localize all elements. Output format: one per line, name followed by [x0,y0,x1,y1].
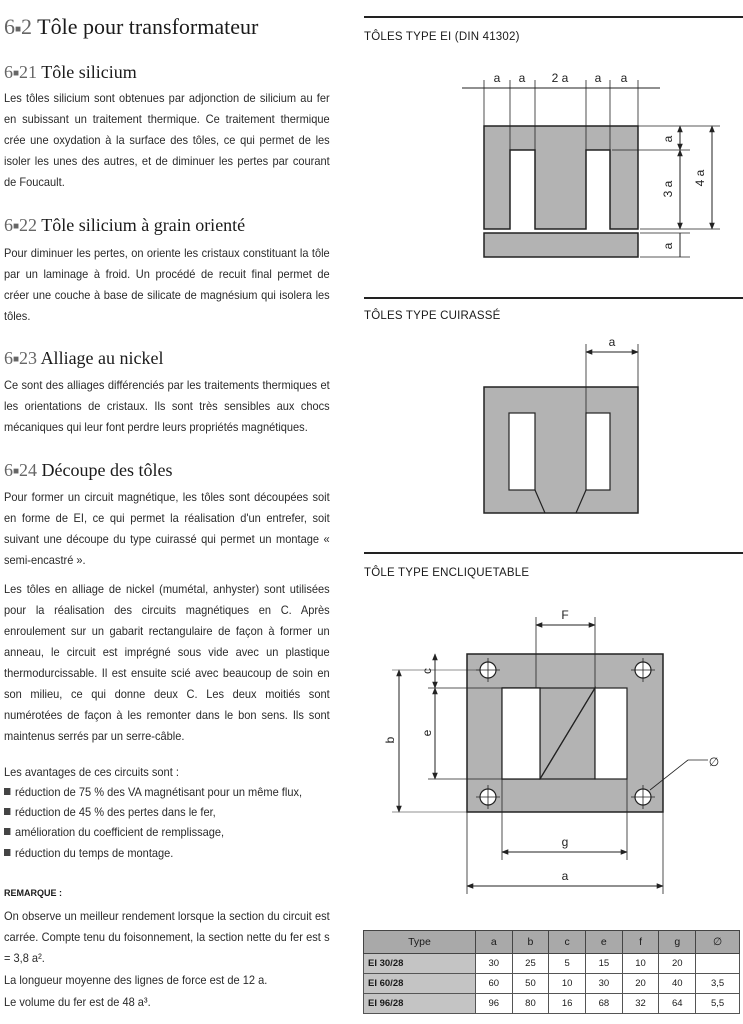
dim-label: b [383,736,397,744]
table-cell: 20 [659,954,696,974]
advantages-intro: Les avantages de ces circuits sont : [4,765,179,779]
table-header: Type [364,931,476,954]
dim-label: a [518,71,526,85]
table-cell: 10 [622,954,659,974]
table-header: e [586,931,623,954]
table-cell: 25 [512,954,549,974]
table-header: g [659,931,696,954]
remark-line-2: La longueur moyenne des lignes de force est de 12 a. [4,973,268,987]
table-cell: 3,5 [696,974,740,994]
table-row [364,994,740,1014]
list-item: amélioration du coefficient de remplissage, [4,822,224,842]
table-cell: EI 60/28 [364,974,476,994]
section-heading-6-24: 6■24 Découpe des tôles [4,460,173,480]
dim-label: e [420,729,434,737]
table-cell: 30 [586,974,623,994]
dim-label: a [661,242,675,250]
section-heading-6-23: 6■23 Alliage au nickel [4,348,164,368]
table-cell: 16 [549,994,586,1014]
table-cell: 40 [659,974,696,994]
table-cell: 5,5 [696,994,740,1014]
section-text-6-23: Ce sont des alliages différenciés par les traitements thermiques et les orientations de cristaux. Ils sont très sensibles aux chocs mécaniques qui leur font perdre leurs propriétés magnétiques. [4,378,330,434]
dim-label: g [561,835,569,849]
remark-label: REMARQUE : [4,888,62,898]
section-text-6-24-b: Les tôles en alliage de nickel (mumétal, anhyster) sont utilisées pour la réalisation des circuits magnétiques en C. Après enroulement sur un gabarit rectangulaire de façon à former un anneau, le circuit est imprégné sous vide avec un plastique thermodurcissable. Il est ensuite scié avec beaucoup de soin en son milieu, ce qui donne deux C. Les deux moitiés sont numérotées de façon à les remonter dans le bon sens. Ils sont maintenus serrés par un serre-câble. [4,582,330,743]
table-cell: 20 [622,974,659,994]
list-item: réduction du temps de montage. [4,843,173,863]
table-cell: 80 [512,994,549,1014]
remark-text: On observe un meilleur rendement lorsque la section du circuit est carrée. Compte tenu du foisonnement, la section nette du fer est s = 3,8 a². [4,909,330,965]
table-row [364,954,740,974]
dim-label: a [493,71,501,85]
section-text-6-22: Pour diminuer les pertes, on oriente les cristaux constituant la tôle par un laminage à froid. Un procédé de recuit final permet de créer une couche à base de silicate de magnésium qui isolera les tôles. [4,246,330,323]
table-cell: 64 [659,994,696,1014]
table-cell: 50 [512,974,549,994]
table-cell: 32 [622,994,659,1014]
dim-label: a [594,71,602,85]
list-item: réduction de 75 % des VA magnétisant pour un même flux, [4,782,302,802]
main-title: 6■2 Tôle pour transformateur [4,14,259,39]
e-plate [484,126,638,229]
table-cell: EI 96/28 [364,994,476,1014]
table-cell: 10 [549,974,586,994]
section-text-6-21: Les tôles silicium sont obtenues par adjonction de silicium au fer en subissant un traitement thermique. Ce traitement thermique crée une oxydation à la surface des tôles, ce qui permet de les isoler les unes des autres, et de diminuer les pertes par courant de Foucault. [4,91,330,189]
dim-label: a [608,335,616,349]
ei-lamination-figure [462,71,720,257]
table-cell: 60 [475,974,512,994]
table-header: a [475,931,512,954]
main-title-text: Tôle pour transformateur [37,14,259,39]
encliquetable-lamination-figure [383,608,719,894]
table-cell: 15 [586,954,623,974]
section-heading-6-22: 6■22 Tôle silicium à grain orienté [4,215,246,235]
table-header: b [512,931,549,954]
dim-label: 2 a [551,71,569,85]
table-cell: EI 30/28 [364,954,476,974]
table-cell: 30 [475,954,512,974]
dim-label: c [420,668,434,674]
cuirasse-lamination-figure [484,335,638,513]
dim-label: F [561,608,569,622]
dim-label: 3 a [661,180,675,198]
table-row [364,974,740,994]
dimensions-table [363,930,740,1014]
table-header: f [622,931,659,954]
list-item: réduction de 45 % des pertes dans le fer, [4,802,216,822]
dim-label: ∅ [708,755,720,769]
figure-title-encliquetable: TÔLE TYPE ENCLIQUETABLE [364,567,530,579]
table-cell: 5 [549,954,586,974]
table-cell [696,954,740,974]
figure-title-cuirasse: TÔLES TYPE CUIRASSÉ [364,310,501,322]
table-cell: 68 [586,994,623,1014]
dim-label: a [661,135,675,143]
table-cell: 96 [475,994,512,1014]
table-header: c [549,931,586,954]
figure-title-ei: TÔLES TYPE EI (DIN 41302) [364,31,520,43]
dim-label: 4 a [693,169,707,187]
table-header: ∅ [696,931,740,954]
remark-line-3: Le volume du fer est de 48 a³. [4,995,151,1009]
i-plate [484,233,638,257]
dim-label: a [620,71,628,85]
section-text-6-24: Pour former un circuit magnétique, les tôles sont découpées soit en forme de EI, ce qui permet la réalisation d'un entrefer, soit suivant une découpe du type cuirassé qui permet un montage « semi-encastré ». [4,490,330,567]
dim-label: a [561,869,569,883]
section-heading-6-21: 6■21 Tôle silicium [4,62,137,82]
table-header-row [364,931,740,954]
